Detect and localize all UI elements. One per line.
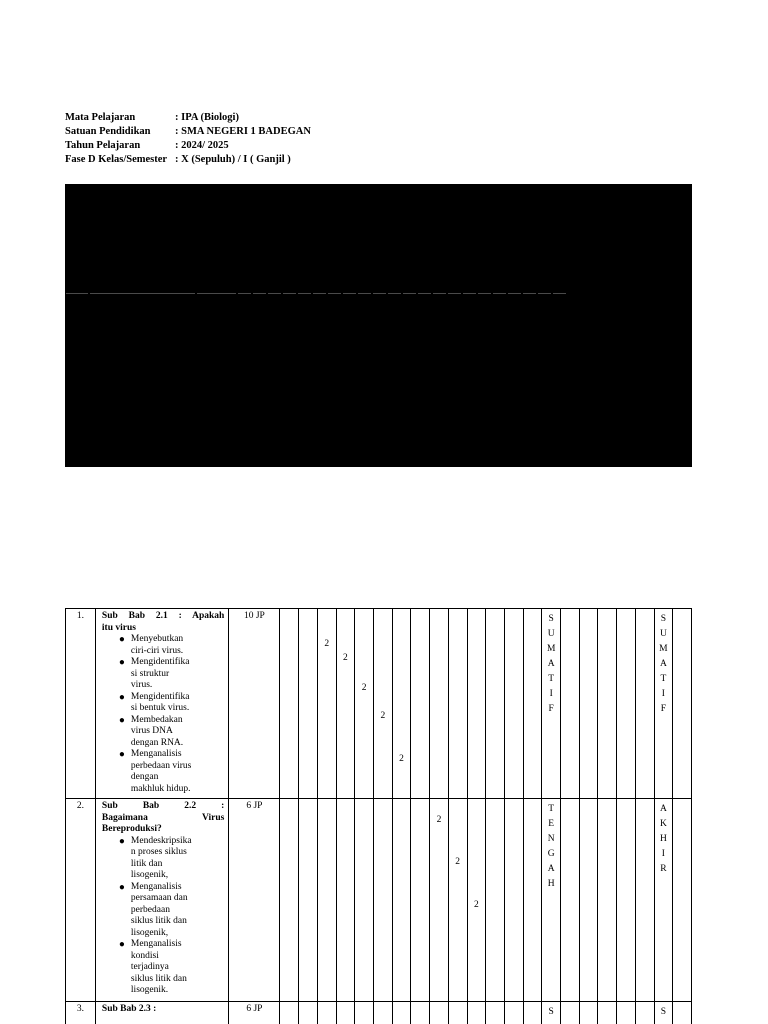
assessment-label — [542, 799, 561, 1002]
header-divider-segment — [253, 293, 266, 294]
jp-allocation: 2 — [324, 639, 330, 649]
week-cell — [448, 609, 467, 799]
objective-list — [102, 634, 224, 795]
week-cell — [317, 1002, 336, 1024]
schedule-table — [65, 608, 692, 1024]
topic-cell — [95, 799, 228, 1002]
objective-line: ● Menganalisis — [130, 939, 182, 949]
week-cell — [373, 799, 392, 1002]
info-value: : SMA NEGERI 1 BADEGAN — [175, 126, 311, 137]
week-cell — [392, 609, 411, 799]
jp-allocation: 2 — [343, 653, 348, 663]
week-cell — [299, 799, 318, 1002]
week-cell — [317, 799, 336, 1002]
jp-allocation: 2 — [399, 754, 404, 764]
info-value: : IPA (Biologi) — [175, 112, 239, 123]
week-cell — [635, 1002, 654, 1024]
objective-line: ● Mendeskripsika — [130, 835, 192, 846]
assessment-letter: I — [661, 849, 665, 859]
objective-list — [102, 836, 224, 997]
assessment-letter: A — [659, 659, 667, 669]
assessment-letter: S — [660, 1007, 667, 1017]
week-cell — [392, 1002, 411, 1024]
sub-bab-title: itu virus — [101, 622, 136, 633]
assessment-letter: A — [547, 659, 555, 669]
week-cell — [617, 1002, 636, 1024]
topic-cell — [95, 609, 228, 799]
objective-line: virus DNA — [130, 726, 173, 736]
objective-line: lisogenik, — [130, 870, 169, 880]
header-divider-segment — [403, 293, 416, 294]
header-divider-segment — [343, 293, 356, 294]
week-cell — [336, 609, 355, 799]
week-cell — [561, 799, 580, 1002]
info-label: Tahun Pelajaran — [65, 140, 141, 151]
week-cell — [411, 1002, 430, 1024]
week-cell — [430, 1002, 449, 1024]
assessment-label — [654, 609, 673, 799]
objective-line: siklus litik dan — [130, 973, 187, 984]
row-number: 1. — [66, 609, 96, 799]
header-divider-segment — [238, 293, 251, 294]
sub-bab-title: Sub Bab 2.3 : — [101, 1004, 157, 1014]
header-divider-segment — [358, 293, 371, 294]
week-cell — [411, 799, 430, 1002]
week-cell — [486, 799, 505, 1002]
week-cell — [504, 1002, 523, 1024]
objective-line: ● Mengidentifika — [130, 691, 190, 702]
row-number: 3. — [66, 1002, 96, 1024]
assessment-letter: M — [546, 644, 556, 654]
header-divider-segment — [328, 293, 341, 294]
table-header-block — [65, 184, 692, 467]
assessment-letter: T — [548, 674, 555, 684]
objective-line: lisogenik, — [130, 927, 169, 938]
week-cell — [598, 799, 617, 1002]
week-cell — [504, 609, 523, 799]
week-cell — [635, 609, 654, 799]
week-cell — [280, 1002, 299, 1024]
week-cell — [579, 609, 598, 799]
topic-cell — [95, 1002, 228, 1024]
week-cell — [280, 609, 299, 799]
header-divider-segment — [313, 293, 326, 294]
objective-item — [119, 939, 224, 997]
info-row — [65, 153, 311, 167]
week-cell — [392, 799, 411, 1002]
week-cell — [430, 609, 449, 799]
header-divider — [65, 293, 692, 294]
assessment-letter: U — [547, 629, 555, 639]
table-row — [66, 799, 692, 1002]
assessment-letter: H — [659, 834, 667, 844]
table-row — [66, 609, 692, 799]
header-divider-segment — [508, 293, 521, 294]
assessment-letter: I — [549, 689, 553, 699]
header-divider-segment — [538, 293, 551, 294]
info-row — [65, 139, 311, 153]
info-value: : X (Sepuluh) / I ( Ganjil ) — [175, 154, 291, 165]
sub-bab-title: Bagaimana Virus — [101, 812, 225, 823]
objective-line: si struktur — [130, 668, 170, 679]
week-cell — [373, 609, 392, 799]
week-cell — [317, 609, 336, 799]
week-cell — [448, 799, 467, 1002]
objective-line: n proses siklus — [130, 847, 187, 857]
assessment-letter: T — [548, 804, 555, 814]
week-cell — [523, 609, 542, 799]
info-label: Fase D Kelas/Semester — [65, 154, 168, 165]
assessment-letter: T — [660, 674, 667, 684]
sub-bab-title: Sub Bab 2.2 : — [101, 801, 225, 811]
objective-line: ● Menganalisis — [130, 881, 182, 892]
week-cell — [467, 609, 486, 799]
objective-line: dengan — [130, 772, 159, 782]
objective-item — [119, 749, 224, 795]
objective-line: terjadinya — [130, 962, 169, 972]
sub-bab-title: Bereproduksi? — [101, 824, 162, 834]
week-cell — [411, 609, 430, 799]
objective-line: litik dan — [130, 858, 163, 869]
assessment-letter: A — [659, 804, 667, 814]
schedule-grid — [65, 608, 692, 1024]
week-cell — [299, 1002, 318, 1024]
header-divider-segment — [298, 293, 311, 294]
objective-line: perbedaan — [130, 904, 170, 915]
jp-allocation: 2 — [436, 815, 442, 825]
week-cell — [355, 1002, 374, 1024]
document-info — [65, 111, 311, 167]
assessment-letter: F — [660, 704, 667, 714]
sub-bab-title: Sub Bab 2.1 : Apakah — [101, 611, 225, 621]
objective-line: persamaan dan — [130, 893, 188, 903]
info-label: Mata Pelajaran — [65, 112, 136, 123]
objective-line: siklus litik dan — [130, 916, 187, 926]
objective-line: lisogenik. — [130, 985, 169, 995]
header-divider-segment — [388, 293, 401, 294]
objective-line: perbedaan virus — [130, 760, 192, 771]
objective-item — [119, 634, 224, 657]
objective-line: dengan RNA. — [130, 737, 184, 748]
week-cell — [299, 609, 318, 799]
week-cell — [336, 1002, 355, 1024]
header-divider-segment — [197, 293, 236, 294]
week-cell — [467, 799, 486, 1002]
table-row — [66, 1002, 692, 1024]
assessment-letter: S — [660, 614, 667, 624]
info-label: Satuan Pendidikan — [65, 126, 151, 137]
objective-line: ciri-ciri virus. — [130, 645, 184, 656]
assessment-label — [654, 1002, 673, 1024]
assessment-letter: K — [659, 819, 667, 829]
week-cell — [523, 799, 542, 1002]
week-cell — [486, 609, 505, 799]
week-cell — [355, 799, 374, 1002]
week-cell — [467, 1002, 486, 1024]
jp-cell: 6 JP — [229, 1002, 280, 1024]
assessment-letter: S — [548, 1007, 554, 1017]
week-cell — [373, 1002, 392, 1024]
assessment-letter: A — [547, 864, 555, 874]
week-cell — [598, 609, 617, 799]
jp-allocation: 2 — [380, 711, 386, 721]
assessment-label — [542, 1002, 561, 1024]
assessment-letter: I — [661, 689, 665, 699]
week-cell — [336, 799, 355, 1002]
header-divider-segment — [448, 293, 461, 294]
objective-item — [119, 882, 224, 940]
week-cell — [280, 799, 299, 1002]
header-divider-segment — [283, 293, 296, 294]
week-cell — [579, 1002, 598, 1024]
objective-item — [119, 692, 224, 715]
objective-line: ● Menganalisis — [130, 749, 182, 759]
week-cell — [355, 609, 374, 799]
header-divider-segment — [463, 293, 476, 294]
week-cell — [579, 799, 598, 1002]
assessment-letter: R — [660, 864, 667, 874]
assessment-letter: U — [659, 629, 667, 639]
objective-line: makhluk hidup. — [130, 783, 191, 794]
header-divider-segment — [553, 293, 566, 294]
week-cell — [673, 609, 692, 799]
jp-allocation: 2 — [361, 683, 367, 693]
header-divider-segment — [373, 293, 386, 294]
week-cell — [523, 1002, 542, 1024]
week-cell — [430, 799, 449, 1002]
assessment-letter: F — [548, 704, 554, 714]
week-cell — [486, 1002, 505, 1024]
week-cell — [598, 1002, 617, 1024]
header-divider-segment — [90, 293, 195, 294]
week-cell — [635, 799, 654, 1002]
objective-item — [119, 715, 224, 750]
header-divider-segment — [478, 293, 491, 294]
jp-allocation: 2 — [455, 857, 461, 867]
info-row — [65, 125, 311, 139]
assessment-label — [654, 799, 673, 1002]
jp-allocation: 2 — [473, 900, 479, 910]
assessment-label — [542, 609, 561, 799]
week-cell — [617, 799, 636, 1002]
objective-item — [119, 836, 224, 882]
jp-cell: 10 JP — [229, 609, 280, 799]
header-divider-segment — [66, 293, 88, 294]
assessment-letter: M — [659, 644, 668, 654]
week-cell — [673, 799, 692, 1002]
objective-line: ● Menyebutkan — [130, 634, 184, 644]
header-divider-segment — [523, 293, 536, 294]
assessment-letter: H — [547, 879, 555, 889]
week-cell — [561, 609, 580, 799]
assessment-letter: S — [548, 614, 554, 624]
info-value: : 2024/ 2025 — [175, 140, 229, 151]
assessment-letter: N — [547, 834, 555, 844]
objective-line: kondisi — [130, 950, 159, 961]
week-cell — [617, 609, 636, 799]
row-number: 2. — [66, 799, 96, 1002]
assessment-letter: E — [548, 819, 555, 829]
week-cell — [504, 799, 523, 1002]
objective-line: virus. — [130, 680, 153, 690]
objective-line: ● Membedakan — [130, 714, 183, 725]
header-divider-segment — [268, 293, 281, 294]
week-cell — [448, 1002, 467, 1024]
week-cell — [561, 1002, 580, 1024]
objective-line: si bentuk virus. — [130, 703, 190, 713]
jp-cell: 6 JP — [229, 799, 280, 1002]
header-divider-segment — [433, 293, 446, 294]
objective-item — [119, 657, 224, 692]
header-divider-segment — [418, 293, 431, 294]
assessment-letter: G — [547, 849, 555, 859]
info-row — [65, 111, 311, 125]
week-cell — [673, 1002, 692, 1024]
objective-line: ● Mengidentifika — [130, 657, 190, 667]
header-divider-segment — [493, 293, 506, 294]
